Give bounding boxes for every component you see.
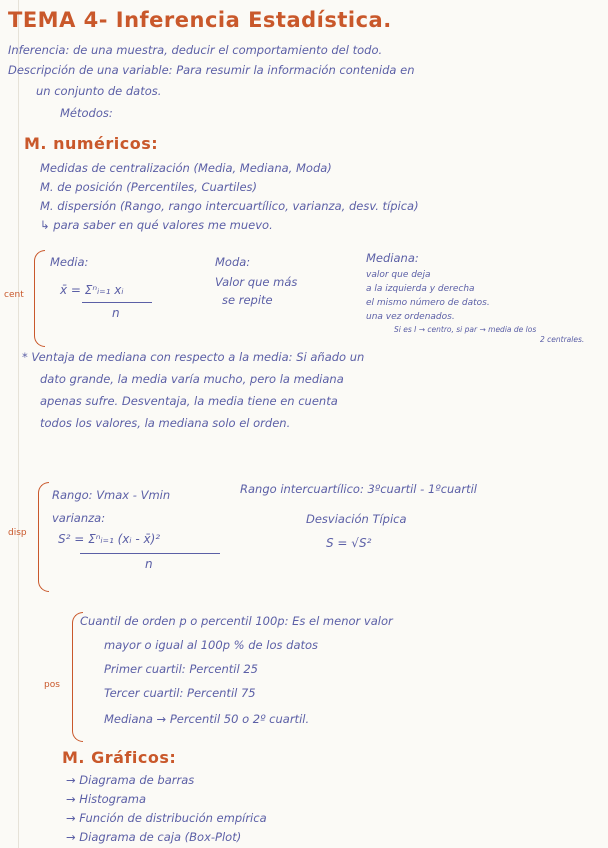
cent-brace (34, 250, 45, 347)
graficos-line-4: → Diagrama de caja (Box-Plot) (66, 830, 242, 844)
moda-label: Moda: (215, 255, 251, 269)
numericos-line-1: Medidas de centralización (Media, Mediana, Moda) (40, 161, 332, 175)
intro-line-4: Métodos: (60, 106, 113, 120)
varianza-label: varianza: (52, 511, 106, 525)
varianza-formula: S² = Σⁿᵢ₌₁ (xᵢ - x̄)² (58, 532, 161, 546)
media-formula: x̄ = Σⁿᵢ₌₁ xᵢ (60, 283, 124, 297)
mediana-label: Mediana: (366, 251, 419, 265)
graficos-line-1: → Diagrama de barras (66, 773, 195, 787)
ventaja-line-4: todos los valores, la mediana solo el orden. (40, 416, 291, 430)
media-denominator: n (112, 306, 120, 320)
section-heading-graficos: M. Gráficos: (62, 748, 177, 767)
pos-line-3: Primer cuartil: Percentil 25 (104, 662, 258, 676)
pos-line-5: Mediana → Percentil 50 o 2º cuartil. (104, 712, 310, 726)
ventaja-line-1: * Ventaja de mediana con respecto a la media: Si añado un (22, 350, 365, 364)
page-title: TEMA 4- Inferencia Estadística. (8, 8, 392, 32)
pos-line-4: Tercer cuartil: Percentil 75 (104, 686, 256, 700)
mediana-text-3: el mismo número de datos. (366, 298, 490, 308)
mediana-note-1: Si es I → centro, si par → media de los (394, 325, 537, 334)
numericos-line-3: M. dispersión (Rango, rango intercuartílico, varianza, desv. típica) (40, 199, 419, 213)
pos-brace (72, 612, 83, 742)
numericos-line-4: ↳ para saber en qué valores me muevo. (40, 218, 273, 232)
pos-line-2: mayor o igual al 100p % de los datos (104, 638, 319, 652)
media-fraction-line (82, 302, 152, 303)
graficos-line-2: → Histograma (66, 792, 146, 806)
intro-line-2: Descripción de una variable: Para resumir la información contenida en (8, 63, 415, 77)
rango-intercuartilico-text: Rango intercuartílico: 3ºcuartil - 1ºcuartil (240, 482, 477, 496)
graficos-line-3: → Función de distribución empírica (66, 811, 267, 825)
cent-side-label: cent (4, 290, 24, 300)
ventaja-line-3: apenas sufre. Desventaja, la media tiene en cuenta (40, 394, 338, 408)
mediana-text-1: valor que deja (366, 270, 431, 280)
intro-line-1: Inferencia: de una muestra, deducir el comportamiento del todo. (8, 43, 383, 57)
desviacion-label: Desviación Típica (306, 512, 407, 526)
media-label: Media: (50, 255, 89, 269)
mediana-text-4: una vez ordenados. (366, 312, 455, 322)
section-heading-numericos: M. numéricos: (24, 134, 159, 153)
intro-line-3: un conjunto de datos. (36, 84, 162, 98)
mediana-text-2: a la izquierda y derecha (366, 284, 475, 294)
margin-line (18, 0, 19, 848)
ventaja-line-2: dato grande, la media varía mucho, pero la mediana (40, 372, 344, 386)
disp-side-label: disp (8, 528, 27, 538)
rango-text: Rango: Vmax - Vmin (52, 488, 171, 502)
varianza-fraction-line (80, 553, 220, 554)
pos-line-1: Cuantil de orden p o percentil 100p: Es el menor valor (80, 614, 393, 628)
numericos-line-2: M. de posición (Percentiles, Cuartiles) (40, 180, 258, 194)
moda-text-2: se repite (222, 293, 273, 307)
mediana-note-2: 2 centrales. (540, 335, 585, 344)
varianza-denominator: n (145, 557, 153, 571)
disp-brace (38, 482, 49, 592)
moda-text-1: Valor que más (215, 275, 298, 289)
pos-side-label: pos (44, 680, 60, 690)
desviacion-formula: S = √S² (326, 536, 372, 550)
